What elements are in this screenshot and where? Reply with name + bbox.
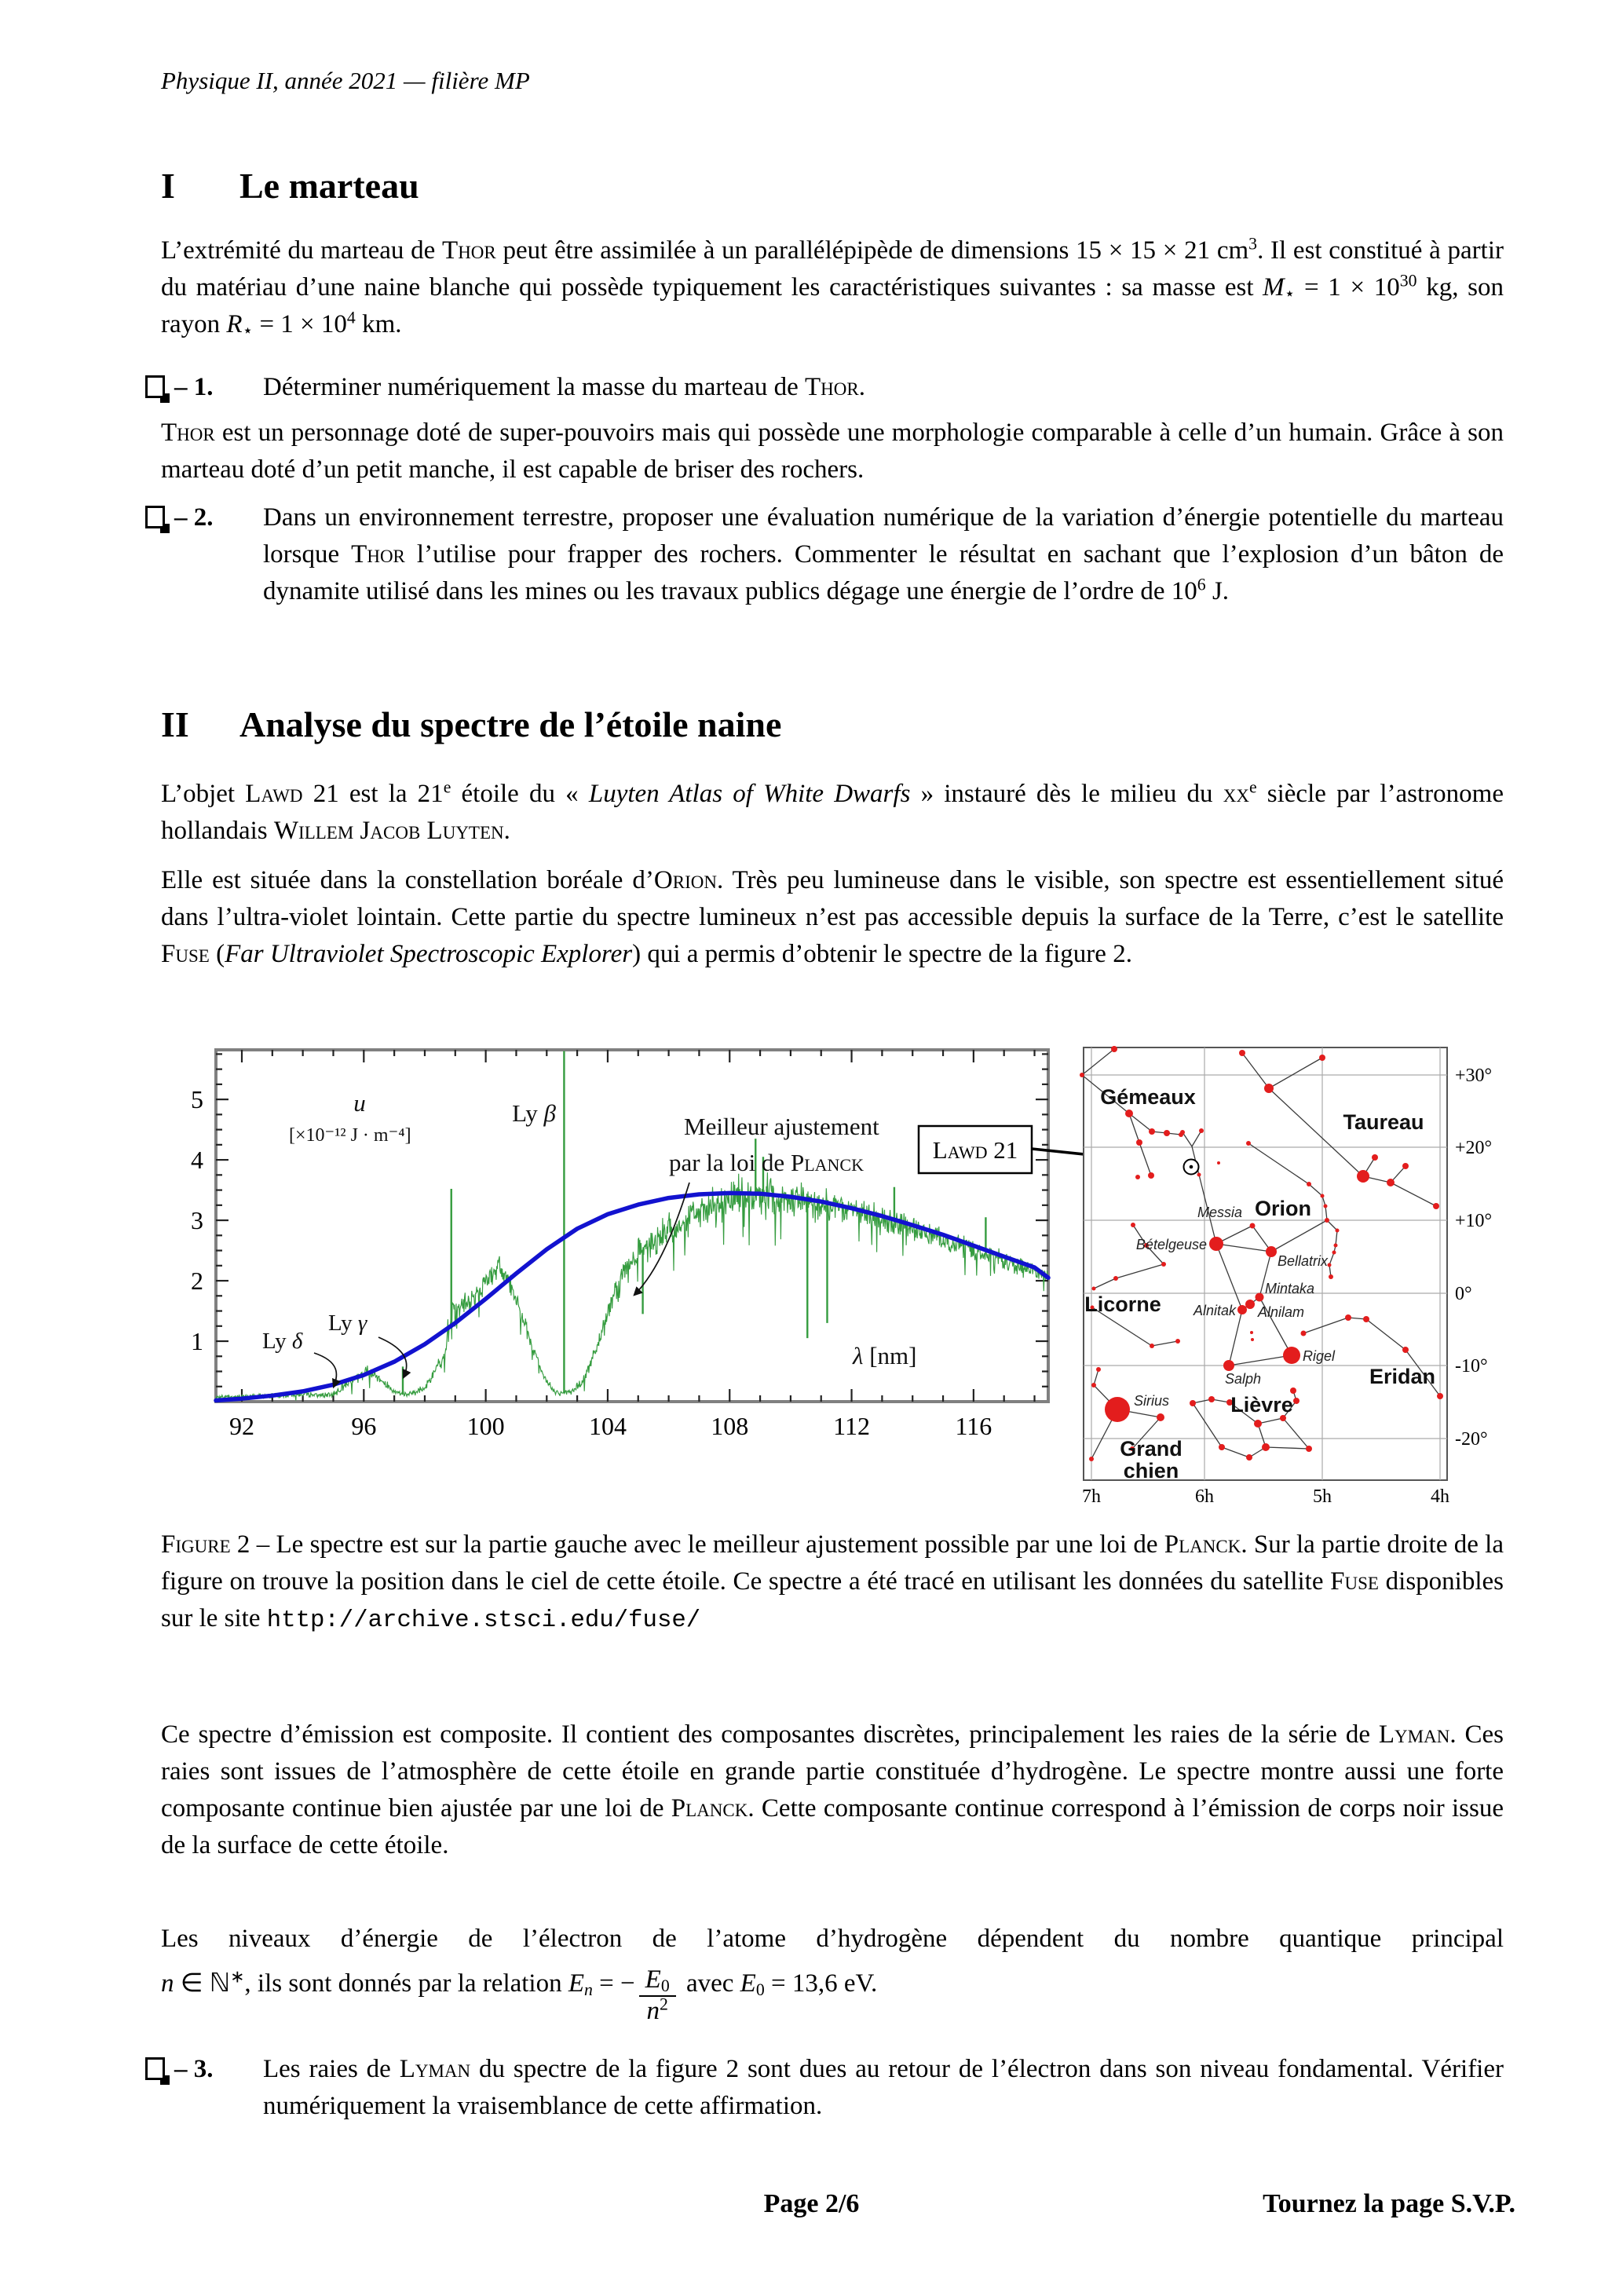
question-3-number: – 3. [174, 2055, 214, 2083]
declination-label: -10° [1455, 1356, 1488, 1377]
star-messia [1250, 1223, 1256, 1229]
turn-page-notice: Tournez la page S.V.P. [1263, 2189, 1515, 2218]
constellation-label: Grand [1120, 1437, 1183, 1461]
svg-text:116: 116 [955, 1412, 992, 1440]
declination-label: -20° [1455, 1429, 1488, 1450]
annotation-arrow [314, 1353, 337, 1387]
svg-text:96: 96 [351, 1412, 377, 1440]
svg-text:92: 92 [229, 1412, 255, 1440]
chart-annotation: Ly δ [262, 1329, 303, 1354]
constellation-label: Eridan [1369, 1365, 1436, 1388]
question-1-number: – 1. [174, 373, 214, 401]
section-2-heading [161, 704, 781, 745]
chart-annotation: [×10⁻¹² J · m⁻⁴] [289, 1125, 411, 1146]
answer-box-icon [145, 375, 165, 398]
constellation-label: Lièvre [1230, 1393, 1293, 1417]
section-1-numeral: I [161, 166, 175, 206]
constellation-label: Orion [1255, 1197, 1311, 1220]
declination-label: +20° [1455, 1138, 1493, 1158]
svg-text:2: 2 [191, 1267, 203, 1296]
right-ascension-label: 7h [1082, 1486, 1101, 1507]
chart-annotation: Ly γ [328, 1311, 367, 1336]
svg-text:112: 112 [833, 1412, 870, 1440]
page-header: Physique II, année 2021 — filière MP [161, 67, 530, 94]
svg-text:4: 4 [191, 1146, 203, 1175]
star-label: Mintaka [1265, 1281, 1315, 1296]
question-3-marker [145, 2051, 263, 2125]
star-label: Messia [1197, 1205, 1242, 1220]
planck-fit-curve [216, 1193, 1048, 1400]
svg-text:5: 5 [191, 1085, 203, 1114]
svg-text:104: 104 [588, 1412, 627, 1440]
section-2-numeral: II [161, 704, 189, 744]
figure-2-graphic [181, 1036, 1547, 1508]
chart-annotation: u [353, 1089, 366, 1117]
figure-2 [181, 1036, 1547, 1508]
energy-levels-line1: Les niveaux d’énergie de l’électron de l’atome d’hydrogène dépendent du nombre quantique principal [161, 1925, 1504, 1953]
question-1 [145, 369, 1504, 406]
page-number: Page 2/6 [763, 2189, 860, 2218]
right-ascension-label: 6h [1195, 1486, 1214, 1507]
question-3-text: Les raies de Lyman du spectre de la figure 2 sont dues au retour de l’électron dans son niveau fondamental. Vérifier numériquement la vraisemblance de cette affirmation. [263, 2055, 1504, 2120]
svg-text:1: 1 [191, 1327, 203, 1356]
star-mintaka [1256, 1293, 1264, 1302]
answer-box-icon [145, 2057, 165, 2080]
energy-levels-equation: n ∈ ℕ∗, ils sont donnés par la relation En = − $\frac{E0}{n^2}$ avec E0 = 13,6 eV. [161, 1965, 878, 2025]
svg-text:108: 108 [711, 1412, 749, 1440]
section-1-heading [161, 165, 419, 207]
chart-annotation: par la loi de Planck [669, 1149, 864, 1176]
paragraph-hammer-intro: L’extrémité du marteau de Thor peut être assimilée à un parallélépipède de dimensions 15 × 15 × 21 $cm^3$. Il est constitué à partir du matériau d’une naine blanche qui possède typiquement les caractéristiques suivantes : sa masse est M⋆ = $1 \times 10^{30}$ kg, son rayon R⋆ = $1 \times 10^4$ km. [161, 234, 1504, 340]
star-bellatrix [1266, 1246, 1277, 1257]
figure-2-caption: Figure 2 – Le spectre est sur la partie gauche avec le meilleur ajustement possible par une loi de Planck. Sur la partie droite de la figure on trouve la position dans le ciel de cette étoile. Ce spectre a été tracé en utilisant les données du satellite Fuse disponibles sur le site http://archive.stsci.edu/fuse/ [161, 1530, 1504, 1634]
question-2 [145, 499, 1504, 610]
question-2-number: – 2. [174, 503, 214, 532]
question-3 [145, 2051, 1504, 2125]
star-label: Alnilam [1258, 1304, 1305, 1320]
constellation-label: Licorne [1084, 1292, 1161, 1316]
paragraph-emission-spectrum: Ce spectre d’émission est composite. Il contient des composantes discrètes, principalement les raies de la série de Lyman. Ces raies sont issues de l’atmosphère de cette étoile en grande partie constituée d’hydrogène. Le spectre montre aussi une forte composante continue bien ajustée par une loi de Planck. Cette composante continue correspond à l’émission de corps noir issue de la surface de cette étoile. [161, 1720, 1504, 1859]
question-1-marker [145, 369, 263, 406]
star-label: Sirius [1134, 1393, 1170, 1409]
right-ascension-label: 5h [1313, 1486, 1332, 1507]
constellation-label: Taureau [1343, 1110, 1424, 1134]
star-map [1080, 1046, 1492, 1507]
chart-annotation: Ly β [512, 1099, 556, 1127]
star-label: Salph [1225, 1371, 1262, 1387]
paragraph-energy-levels [161, 1921, 1504, 2025]
section-2-title: Analyse du spectre de l’étoile naine [239, 704, 782, 744]
star-rigel [1283, 1347, 1300, 1364]
chart-annotation: λ [nm] [853, 1342, 917, 1369]
star-alnilam [1245, 1300, 1255, 1309]
svg-text:3: 3 [191, 1206, 203, 1235]
question-1-text: Déterminer numériquement la masse du marteau de Thor. [263, 373, 865, 401]
star-label: Bételgeuse [1135, 1237, 1207, 1252]
star-label: Bellatrix [1278, 1253, 1329, 1269]
lawd21-label: Lawd 21 [932, 1136, 1018, 1164]
star-salph [1223, 1360, 1234, 1371]
declination-label: 0° [1455, 1284, 1472, 1304]
question-2-text: Dans un environnement terrestre, proposer une évaluation numérique de la variation d’énergie potentielle du marteau lorsque Thor l’utilise pour frapper des rochers. Commenter le résultat en sachant que l’explosion d’un bâton de dynamite utilisé dans les mines ou les travaux publics dégage une énergie de l’ordre de $10^6$ J. [263, 503, 1504, 605]
chart-annotation: Meilleur ajustement [684, 1113, 879, 1140]
answer-box-icon [145, 506, 165, 528]
constellation-label: Gémeaux [1100, 1085, 1196, 1109]
paragraph-orion-fuse: Elle est située dans la constellation boréale d’Orion. Très peu lumineuse dans le visible, son spectre est essentiellement situé dans l’ultra-violet lointain. Cette partie du spectre lumineux n’est pas accessible depuis la surface de la Terre, c’est le satellite Fuse (Far Ultraviolet Spectroscopic Explorer) qui a permis d’obtenir le spectre de la figure 2. [161, 866, 1504, 968]
star-bételgeuse [1209, 1237, 1223, 1251]
constellation-label: chien [1123, 1459, 1179, 1483]
star-sirius [1105, 1397, 1130, 1422]
spectrum-chart [191, 1050, 1170, 1440]
star-label: Alnitak [1193, 1303, 1236, 1318]
paragraph-lawd21-intro: L’objet Lawd 21 est la 21e étoile du « Luyten Atlas of White Dwarfs » instauré dès le milieu du $xx^e$ siècle par l’astronome hollandais Willem Jacob Luyten. [161, 777, 1504, 845]
right-ascension-label: 4h [1431, 1486, 1449, 1507]
declination-label: +10° [1455, 1211, 1493, 1231]
star-alnitak [1237, 1305, 1247, 1314]
section-1-title: Le marteau [239, 166, 419, 206]
declination-label: +30° [1455, 1066, 1493, 1086]
paragraph-thor-description: Thor est un personnage doté de super-pouvoirs mais qui possède une morphologie comparable à celle d’un humain. Grâce à son marteau doté d’un petit manche, il est capable de briser des rochers. [161, 419, 1504, 484]
star-label: Rigel [1303, 1348, 1336, 1364]
question-2-marker [145, 499, 263, 610]
svg-text:100: 100 [466, 1412, 505, 1440]
